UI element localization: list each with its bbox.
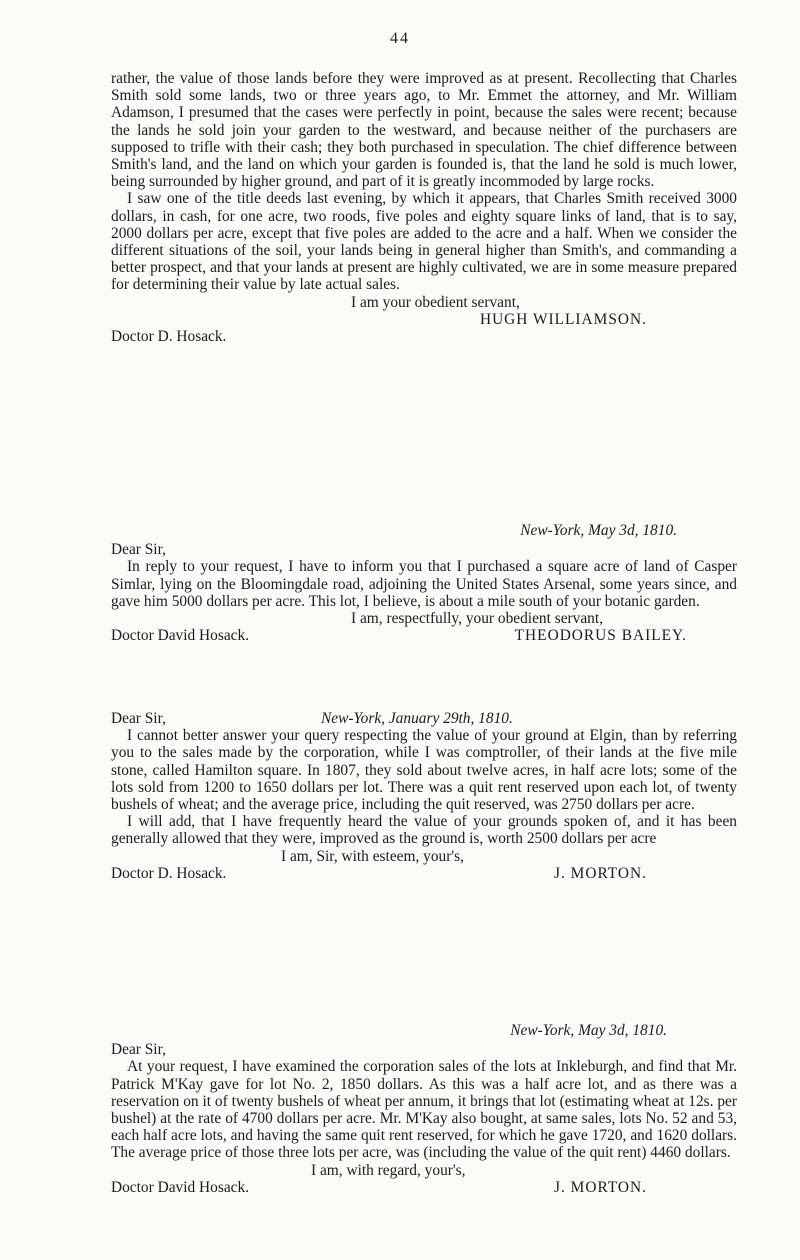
letter-closing: I am your obedient servant,	[351, 293, 520, 311]
letter-paragraph: At your request, I have examined the corporation sales of the lots at Inkleburgh, and find that Mr. Patrick M'Kay gave for lot No. 2, 1850 dollars. As this was a half acre lot, and as there was a reservation on it of twenty bushels of wheat per annum, it brings that lot (estimating wheat at 12s. per bushel) at the rate of 4700 dollars per acre. Mr. M'Kay also bought, at same sales, lots No. 52 and 53, each half acre lots, and having the same quit rent reserved, for which he gave 1720, and 1620 dollars. The average price of those three lots per acre, was (including the value of the quit rent) 4460 dollars.	[111, 1058, 737, 1162]
letter-signature: J. MORTON.	[553, 1178, 647, 1196]
letter-paragraph: I cannot better answer your query respecting the value of your ground at Elgin, than by referring you to the sales made by the corporation, while I was comptroller, of their lands at the five mile stone, called Hamilton square. In 1807, they sold about twelve acres, in half acre lots; some of the lots sold from 1200 to 1650 dollars per lot. There was a quit rent reserved upon each lot, of twenty bushels of wheat; and the average price, including the quit reserved, was 2750 dollars per acre.	[111, 727, 737, 814]
letter-closing: I am, with regard, your's,	[311, 1161, 466, 1179]
letter-dateline: New-York, January 29th, 1810.	[321, 710, 513, 727]
letter-salutation: Dear Sir,	[111, 541, 166, 559]
letter-addressee: Doctor David Hosack.	[111, 1178, 250, 1196]
letter-closing: I am, respectfully, your obedient servant,	[351, 610, 604, 628]
letter-dateline: New-York, May 3d, 1810.	[520, 522, 677, 539]
letter-paragraph: In reply to your request, I have to inform you that I purchased a square acre of land of Casper Simlar, lying on the Bloomingdale road, adjoining the United States Arsenal, some years since, and gave him 5000 dollars per acre. This lot, I believe, is about a mile south of your botanic garden.	[111, 558, 737, 610]
letter-addressee: Doctor D. Hosack.	[111, 864, 227, 882]
letter-bailey	[111, 516, 737, 644]
letter-morton-1	[111, 710, 737, 882]
letter-addressee: Doctor David Hosack.	[111, 627, 250, 645]
letter-footer-row	[111, 627, 737, 644]
letter-closing: I am, Sir, with esteem, your's,	[281, 847, 464, 865]
page-number: 44	[390, 30, 410, 47]
letter-addressee: Doctor D. Hosack.	[111, 328, 227, 346]
letter-paragraph: I will add, that I have frequently heard the value of your grounds spoken of, and it has been generally allowed that they were, improved as the ground is, worth 2500 dollars per acre	[111, 813, 737, 848]
letter-signature: THEODORUS BAILEY.	[514, 627, 687, 645]
letter-williamson	[111, 70, 737, 345]
letter-morton-2	[111, 1016, 737, 1196]
letter-header-row	[111, 710, 737, 727]
letter-salutation: Dear Sir,	[111, 710, 166, 727]
letter-salutation: Dear Sir,	[111, 1041, 166, 1059]
letter-footer-row	[111, 865, 737, 882]
letter-paragraph: I saw one of the title deeds last evening, by which it appears, that Charles Smith received 3000 dollars, in cash, for one acre, two roods, five poles and eighty square links of land, that is to say, 2000 dollars per acre, except that five poles are added to the acre and a half. When we consider the different situations of the soil, your lands being in general higher than Smith's, and commanding a better prospect, and that your lands at present are highly cultivated, we are in some measure prepared for determining their value by late actual sales.	[111, 190, 737, 294]
letter-signature: J. MORTON.	[553, 864, 647, 882]
letter-paragraph: rather, the value of those lands before they were improved as at present. Recollecting that Charles Smith sold some lands, two or three years ago, to Mr. Emmet the attorney, and Mr. William Adamson, I presumed that the cases were perfectly in point, because the sales were recent; because the lands he sold join your garden to the westward, and because neither of the purchasers are supposed to trifle with their cash; they both purchased in speculation. The chief difference between Smith's land, and the land on which your garden is founded is, that the land he sold is much lower, being surrounded by higher ground, and part of it is greatly incommoded by large rocks.	[111, 70, 737, 191]
letter-signature: HUGH WILLIAMSON.	[479, 310, 647, 328]
letter-footer-row	[111, 1179, 737, 1196]
letter-dateline: New-York, May 3d, 1810.	[510, 1022, 667, 1039]
